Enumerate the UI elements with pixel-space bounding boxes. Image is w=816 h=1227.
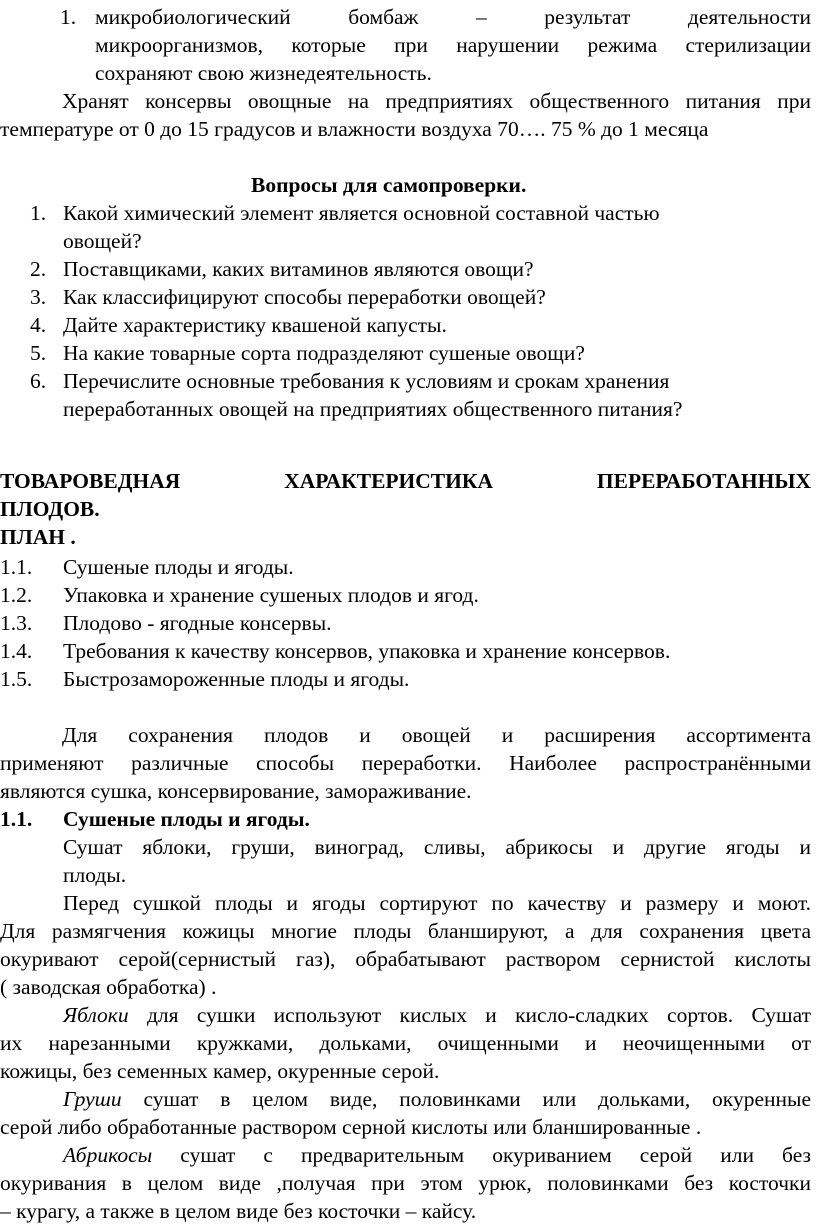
question-number: 5. [30, 341, 47, 365]
list-item-line: микроорганизмов, которые при нарушении режима стерилизации [95, 33, 811, 57]
question-item: Перечислите основные требования к условиям и срокам хранения [63, 369, 670, 393]
plan-label: ПЛАН . [0, 525, 76, 549]
paragraph-line: Для сохранения плодов и овощей и расширения ассортимента [62, 723, 811, 747]
question-item: Дайте характеристику квашеной капусты. [63, 313, 447, 337]
term-italic: Груши [63, 1087, 122, 1111]
paragraph-line: Хранят консервы овощные на предприятиях общественного питания при [62, 89, 811, 113]
section-title: ТОВАРОВЕДНАЯ ХАРАКТЕРИСТИКА ПЕРЕРАБОТАННЫХ [0, 469, 811, 493]
questions-heading: Вопросы для самопроверки. [251, 173, 527, 197]
paragraph-line: температуре от 0 до 15 градусов и влажности воздуха 70…. 75 % до 1 месяца [0, 117, 709, 141]
paragraph-line: Сушат яблоки, груши, виноград, сливы, абрикосы и другие ягоды и [63, 835, 811, 859]
plan-item: Быстрозамороженные плоды и ягоды. [63, 667, 410, 691]
paragraph-text: сушат в целом виде, половинками или дольками, окуренные [121, 1087, 811, 1111]
plan-item: Требования к качеству консервов, упаковка и хранение консервов. [63, 639, 671, 663]
question-item: переработанных овощей на предприятиях общественного питания? [63, 397, 683, 421]
question-number: 3. [30, 285, 47, 309]
subsection-title: Сушеные плоды и ягоды. [63, 807, 310, 831]
list-item-number: 1. [60, 5, 77, 29]
paragraph-line: Перед сушкой плоды и ягоды сортируют по качеству и размеру и моют. [63, 891, 811, 915]
paragraph-line: применяют различные способы переработки. Наиболее распространёнными [0, 751, 811, 775]
paragraph-line: ( заводская обработка) . [0, 975, 217, 999]
paragraph-line: – курагу, а также в целом виде без косточки – кайсу. [0, 1199, 477, 1223]
paragraph-line: Для размягчения кожицы многие плоды бланшируют, а для сохранения цвета [0, 919, 811, 943]
list-item-line: сохраняют свою жизнедеятельность. [95, 61, 432, 85]
plan-number: 1.5. [0, 667, 33, 691]
plan-number: 1.1. [0, 555, 33, 579]
paragraph-line [63, 1085, 811, 1113]
paragraph-line: их нарезанными кружками, дольками, очищенными и неочищенными от [0, 1031, 811, 1055]
subsection-number: 1.1. [0, 807, 33, 831]
question-number: 2. [30, 257, 47, 281]
paragraph-line [63, 1001, 811, 1029]
question-item: овощей? [63, 229, 142, 253]
list-item-line: микробиологический бомбаж – результат деятельности [95, 5, 811, 29]
paragraph-line: серой либо обработанные раствором серной кислоты или бланшированные . [0, 1115, 702, 1139]
question-item: На какие товарные сорта подразделяют сушеные овощи? [63, 341, 585, 365]
plan-number: 1.3. [0, 611, 33, 635]
question-number: 1. [30, 201, 47, 225]
question-item: Какой химический элемент является основной составной частью [63, 201, 660, 225]
paragraph-line: окуривания в целом виде ,получая при этом урюк, половинками без косточки [0, 1171, 811, 1195]
plan-number: 1.4. [0, 639, 33, 663]
plan-number: 1.2. [0, 583, 33, 607]
plan-item: Упаковка и хранение сушеных плодов и ягод. [63, 583, 479, 607]
section-title: ПЛОДОВ. [0, 497, 100, 521]
term-italic: Абрикосы [63, 1143, 153, 1167]
paragraph-line: плоды. [63, 863, 127, 887]
paragraph-line: являются сушка, консервирование, замораживание. [0, 779, 472, 803]
paragraph-text: сушат с предварительным окуриванием серой или без [152, 1143, 811, 1167]
question-item: Поставщиками, каких витаминов являются овощи? [63, 257, 534, 281]
question-number: 6. [30, 369, 47, 393]
term-italic: Яблоки [63, 1003, 129, 1027]
paragraph-line [63, 1141, 811, 1169]
plan-item: Плодово - ягодные консервы. [63, 611, 332, 635]
paragraph-line: окуривают серой(сернистый газ), обрабатывают раствором сернистой кислоты [0, 947, 811, 971]
plan-item: Сушеные плоды и ягоды. [63, 555, 294, 579]
question-number: 4. [30, 313, 47, 337]
paragraph-line: кожицы, без семенных камер, окуренные серой. [0, 1059, 440, 1083]
question-item: Как классифицируют способы переработки овощей? [63, 285, 546, 309]
paragraph-text: для сушки используют кислых и кисло-сладких сортов. Сушат [128, 1003, 811, 1027]
